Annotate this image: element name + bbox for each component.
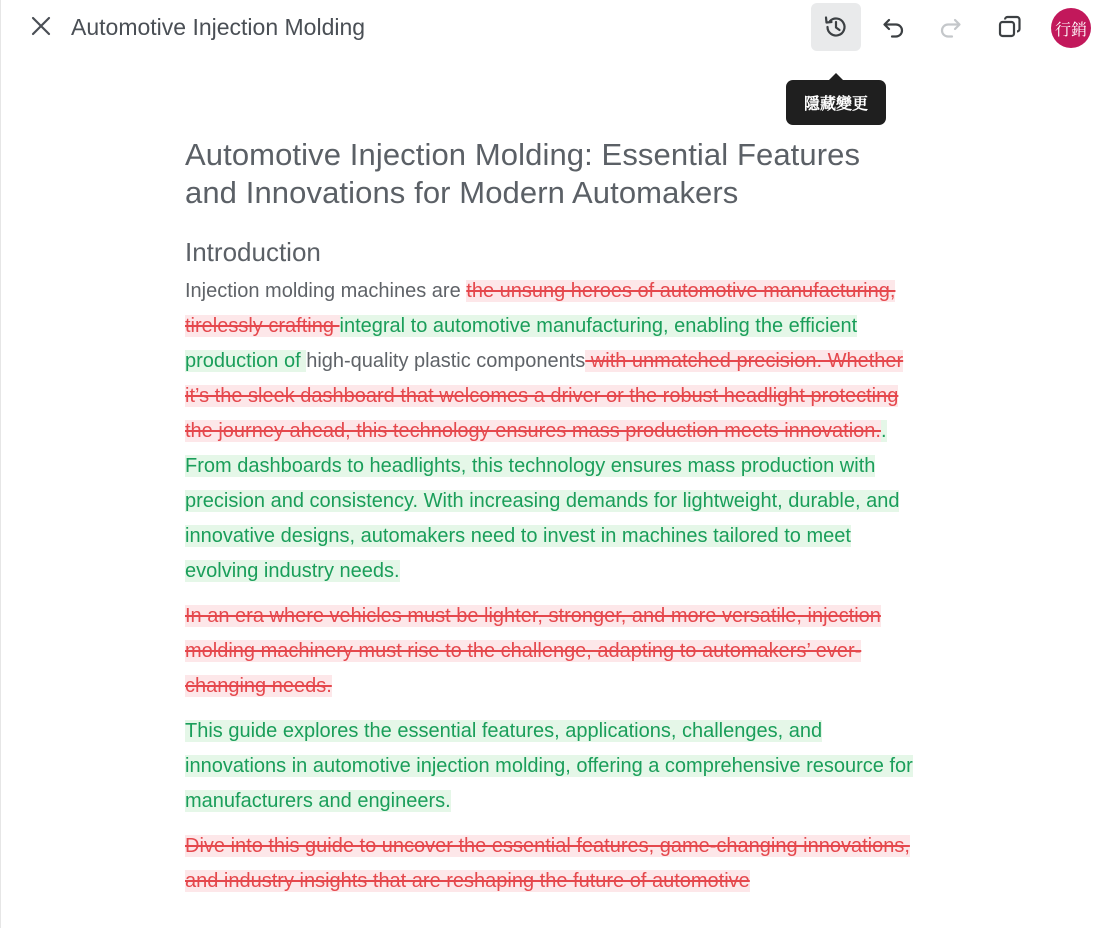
- user-avatar[interactable]: 行銷: [1051, 8, 1091, 48]
- deleted-text: In an era where vehicles must be lighter, stronger, and more versatile, injection molding machinery must rise to the challenge, adapting to automakers’ ever-changing needs.: [185, 605, 881, 697]
- history-icon: [821, 12, 851, 42]
- editor-header: [0, 0, 1095, 56]
- inserted-text: . From dashboards to headlights, this technology ensures mass production with precision and consistency. With increasing demands for lightweight, durable, and innovative designs, automakers need to invest in machines tailored to meet evolving industry needs.: [185, 420, 900, 582]
- section-heading-introduction: Introduction: [185, 237, 321, 267]
- paragraph-inserted: [185, 714, 915, 819]
- document-title: Automotive Injection Molding: [71, 14, 366, 40]
- deleted-text: with unmatched precision. Whether it’s the sleek dashboard that welcomes a driver or the robust headlight protecting the journey ahead, this technology ensures mass production meets innovation.: [185, 350, 904, 442]
- show-changes-button[interactable]: [811, 3, 861, 51]
- document-body: [185, 136, 915, 899]
- unchanged-text: high-quality plastic components: [306, 350, 586, 372]
- inserted-text: This guide explores the essential features, applications, challenges, and innovations in automotive injection molding, offering a comprehensive resource for manufacturers and engineers.: [185, 720, 913, 812]
- left-border: [0, 0, 1, 928]
- hide-changes-tooltip: 隱藏變更: [786, 80, 886, 125]
- inserted-text: integral to automotive manufacturing, enabling the efficient production of: [185, 315, 858, 372]
- unchanged-text: Injection molding machines are: [185, 280, 467, 302]
- deleted-text: Dive into this guide to uncover the essential features, game-changing innovations, and industry insights that are reshaping the future of automotive: [185, 835, 910, 892]
- redo-button[interactable]: [926, 3, 974, 51]
- paragraph-intro: [185, 274, 915, 589]
- article-title: Automotive Injection Molding: Essential Features and Innovations for Modern Automakers: [185, 137, 861, 210]
- paragraph-deleted: [185, 599, 915, 704]
- copy-icon: [996, 13, 1024, 41]
- close-button[interactable]: [26, 11, 56, 41]
- deleted-text: the unsung heroes of automotive manufacturing, tirelessly crafting: [185, 280, 896, 337]
- undo-button[interactable]: [870, 3, 918, 51]
- paragraph-deleted: [185, 829, 915, 899]
- copy-button[interactable]: [986, 3, 1034, 51]
- redo-icon: [936, 13, 964, 41]
- undo-icon: [880, 13, 908, 41]
- close-icon: [30, 15, 52, 37]
